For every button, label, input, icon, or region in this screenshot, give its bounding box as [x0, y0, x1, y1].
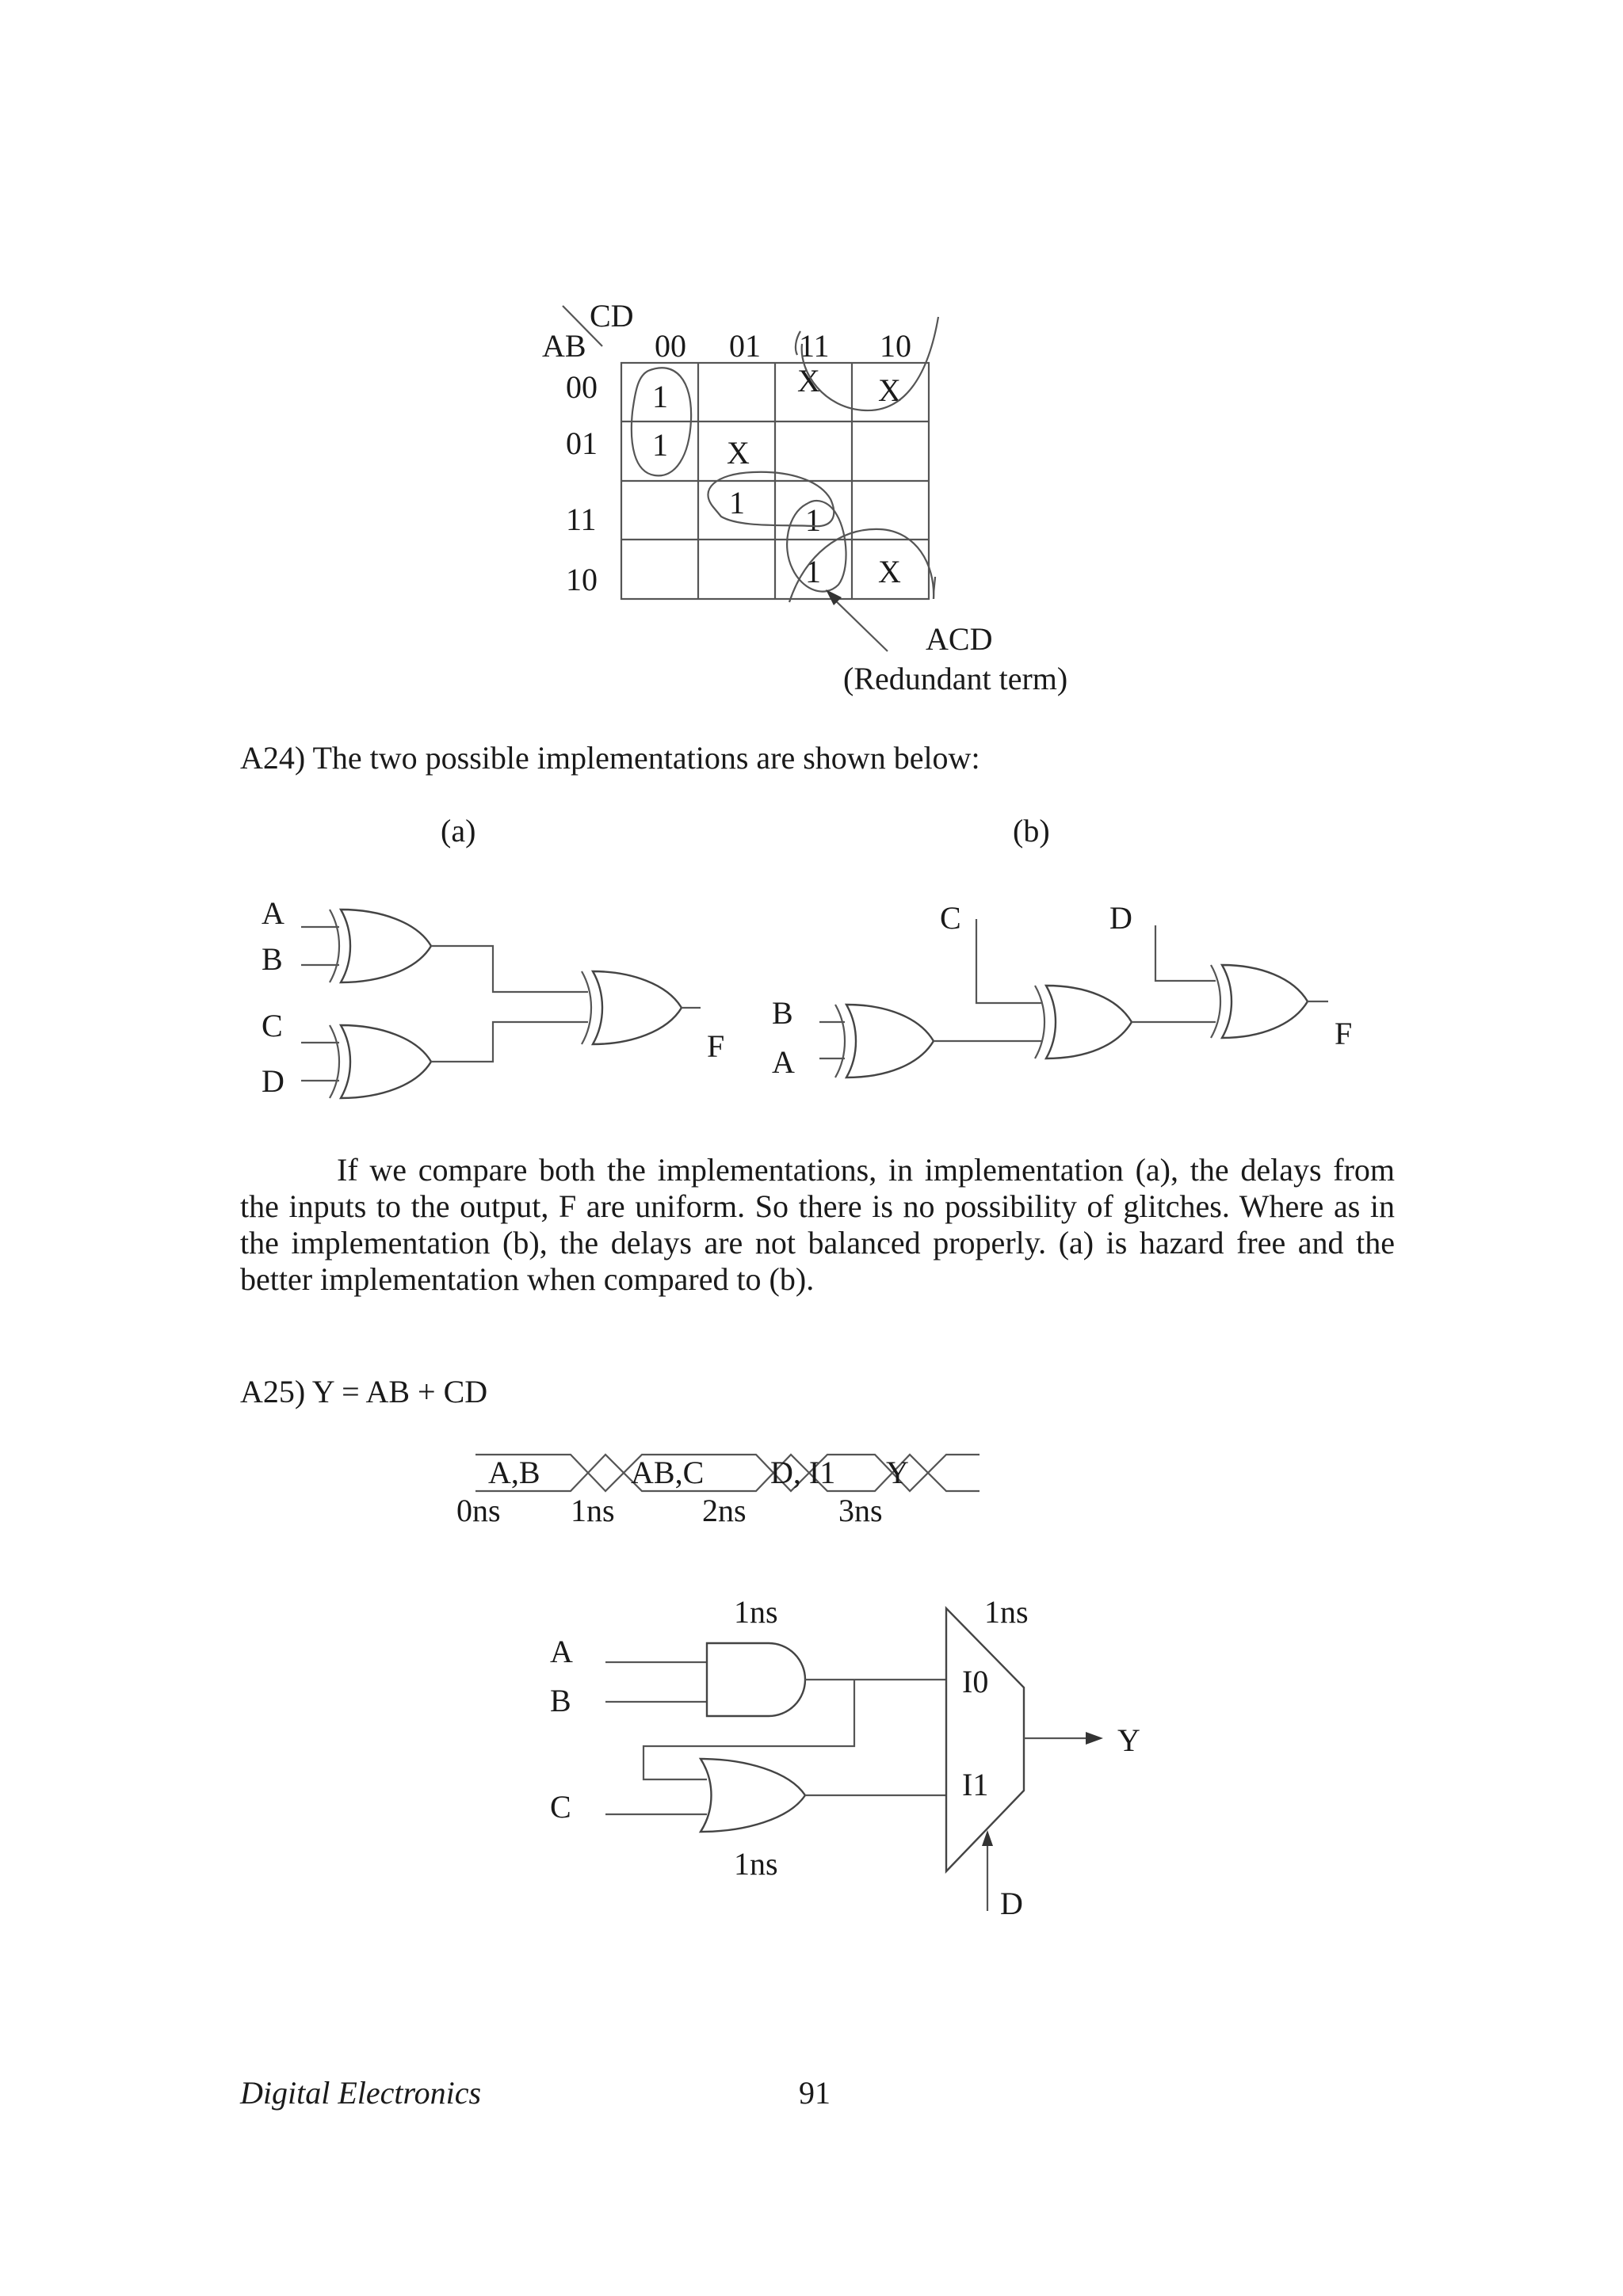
multiplexer — [946, 1608, 1024, 1871]
redundant-term-note: (Redundant term) — [843, 661, 1068, 696]
kmap-cell: X — [878, 554, 901, 589]
implementation-a-label: (a) — [441, 813, 476, 849]
xor-gate — [582, 971, 682, 1044]
mux-input-i0: I0 — [962, 1664, 989, 1699]
timing-segment: D, I1 — [770, 1455, 836, 1490]
kmap-col-header: 11 — [799, 328, 830, 364]
kmap-cell: X — [797, 363, 820, 399]
kmap-col-header: 01 — [729, 328, 761, 364]
footer-title: Digital Electronics — [240, 2075, 482, 2111]
timing-tick: 3ns — [838, 1493, 883, 1528]
output-label-f: F — [707, 1028, 725, 1064]
timing-tick: 0ns — [456, 1493, 501, 1528]
input-label-b: B — [262, 941, 283, 977]
kmap-cell: X — [878, 372, 901, 408]
input-label-d: D — [1109, 900, 1132, 936]
input-label-c: C — [262, 1008, 283, 1043]
and-delay-label: 1ns — [734, 1594, 778, 1630]
input-label-c: C — [940, 900, 961, 936]
kmap-cell: 1 — [729, 485, 745, 521]
timing-diagram — [456, 1455, 980, 1528]
xor-gate — [1035, 986, 1132, 1058]
xor-gate — [330, 1025, 431, 1098]
xor-gate — [330, 910, 431, 982]
input-label-a: A — [262, 895, 285, 931]
kmap-row-header: 00 — [566, 369, 598, 405]
a24-heading: A24) The two possible implementations are shown below: — [240, 740, 980, 776]
kmap-cell: 1 — [805, 502, 821, 538]
xor-gate — [1211, 965, 1308, 1038]
kmap-row-var: AB — [542, 328, 586, 364]
input-label-a: A — [772, 1044, 795, 1080]
timing-tick: 1ns — [571, 1493, 615, 1528]
timing-segment: A,B — [488, 1455, 540, 1490]
timing-segment: Y — [886, 1455, 909, 1490]
or-gate — [701, 1759, 805, 1832]
mux-input-i1: I1 — [962, 1767, 989, 1802]
timing-segment: AB,C — [631, 1455, 705, 1490]
a24-paragraph: If we compare both the implementations, in implementation (a), the delays from the inputs to the output, F are uniform. So there is no possibility of glitches. Where as in the implementation (b), the delays are not balanced properly. (a) is hazard free and the better implementation when compared to (b). — [240, 1152, 1395, 1297]
input-label-d: D — [262, 1063, 285, 1099]
select-label-d: D — [1000, 1886, 1023, 1921]
and-gate — [707, 1643, 805, 1716]
output-label-y: Y — [1117, 1722, 1140, 1758]
output-label-f: F — [1335, 1016, 1353, 1051]
implementation-b — [772, 813, 1352, 1080]
mux-delay-label: 1ns — [984, 1594, 1029, 1630]
kmap-cell: 1 — [805, 554, 821, 589]
kmap-col-header: 00 — [655, 328, 686, 364]
timing-tick: 2ns — [702, 1493, 747, 1528]
page-number: 91 — [799, 2075, 831, 2111]
a25-heading: A25) Y = AB + CD — [240, 1374, 488, 1409]
mux-circuit — [550, 1594, 1140, 1921]
karnaugh-map — [542, 298, 1067, 696]
input-label-b: B — [772, 995, 793, 1031]
xor-gate — [835, 1005, 934, 1077]
input-label-b: B — [550, 1683, 571, 1718]
input-label-a: A — [550, 1634, 573, 1669]
output-arrow — [1086, 1732, 1103, 1745]
kmap-cell: 1 — [652, 427, 668, 463]
implementation-b-label: (b) — [1013, 813, 1050, 849]
kmap-col-header: 10 — [880, 328, 911, 364]
kmap-cell: X — [727, 435, 750, 471]
kmap-row-header: 11 — [566, 502, 597, 537]
redundant-term-label: ACD — [926, 621, 993, 657]
implementation-a — [262, 813, 724, 1099]
input-label-c: C — [550, 1789, 571, 1825]
kmap-col-var: CD — [590, 298, 634, 334]
kmap-row-header: 01 — [566, 425, 598, 461]
or-delay-label: 1ns — [734, 1846, 778, 1882]
kmap-row-header: 10 — [566, 562, 598, 597]
kmap-cell: 1 — [652, 379, 668, 414]
